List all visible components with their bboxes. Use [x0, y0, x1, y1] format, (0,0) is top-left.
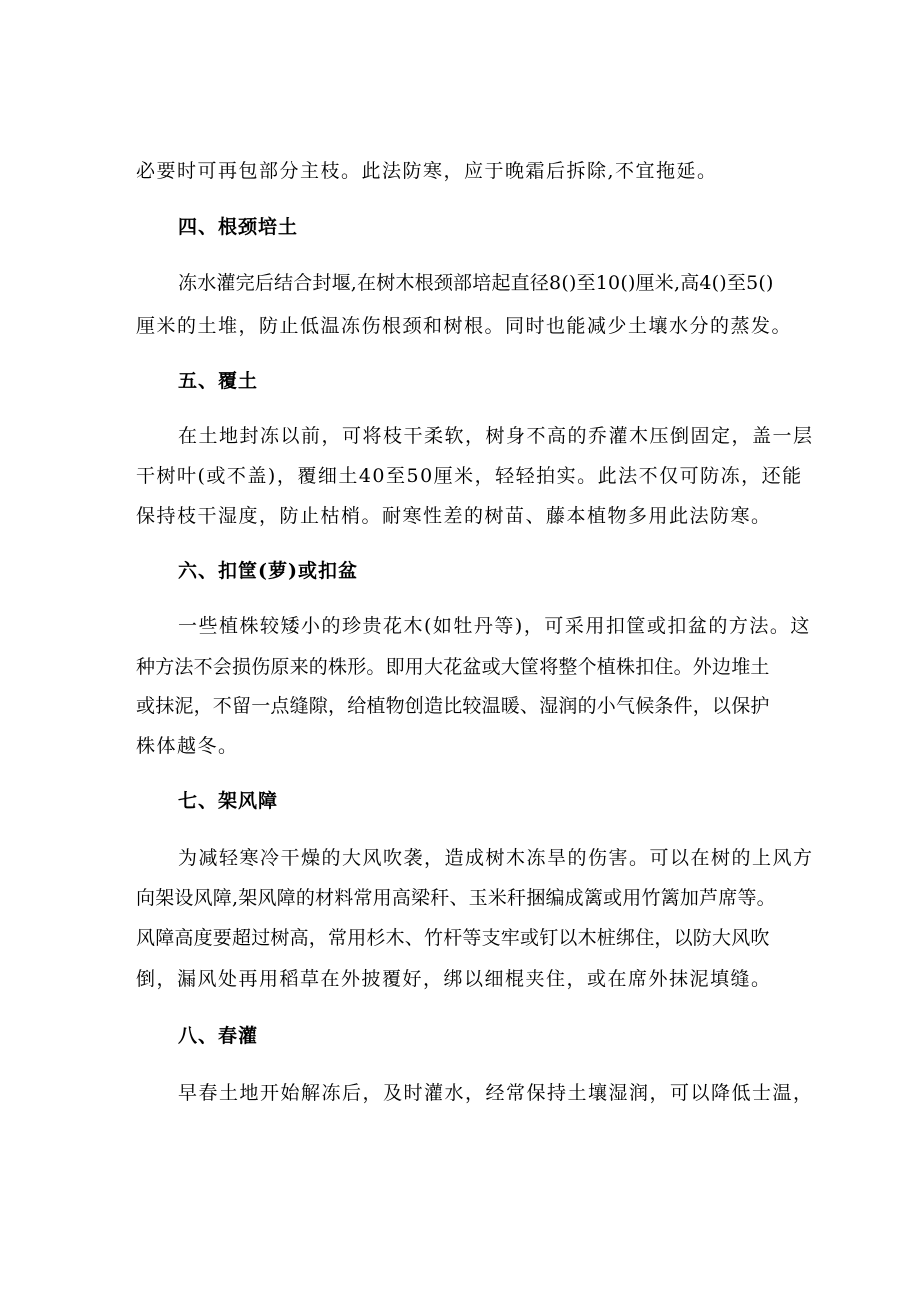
- paragraph-line: 厘米的土堆，防止低温冻伤根颈和树根。同时也能减少土壤水分的蒸发。: [136, 315, 793, 337]
- section-heading-7: 七、架风障: [178, 790, 279, 812]
- paragraph-line: 必要时可再包部分主枝。此法防寒，应于晚霜后拆除,不宜拖延。: [136, 160, 718, 182]
- paragraph-line: 向架设风障,架风障的材料常用高梁秆、玉米秆捆编成篱或用竹篱加芦席等。: [136, 887, 776, 909]
- section-heading-4: 四、根颈培土: [178, 216, 299, 238]
- paragraph-line: 在土地封冻以前，可将枝干柔软，树身不高的乔灌木压倒固定，盖一层: [178, 425, 814, 447]
- section-heading-6: 六、扣筐(萝)或扣盆: [178, 560, 358, 582]
- paragraph-line: 一些植株较矮小的珍贵花木(如牡丹等)，可采用扣筐或扣盆的方法。这: [178, 615, 811, 637]
- paragraph-line: 倒，漏风处再用稻草在外披覆好，绑以细棍夹住，或在席外抹泥填缝。: [136, 968, 772, 990]
- paragraph-line: 干树叶(或不盖)，覆细土40至50厘米，轻轻拍实。此法不仅可防冻，还能: [136, 465, 803, 487]
- section-heading-8: 八、春灌: [178, 1025, 259, 1047]
- paragraph-line: 保持枝干湿度，防止枯梢。耐寒性差的树苗、藤本植物多用此法防寒。: [136, 505, 772, 527]
- paragraph-line: 早春土地开始解冻后，及时灌水，经常保持土壤湿润，可以降低士温，: [178, 1082, 814, 1104]
- paragraph-line: 风障高度要超过树高，常用杉木、竹杆等支牢或钉以木桩绑住，以防大风吹: [136, 927, 770, 949]
- paragraph-line: 株体越冬。: [136, 735, 239, 757]
- paragraph-line: 或抹泥，不留一点缝隙，给植物创造比较温暖、湿润的小气候条件，以保护: [136, 695, 770, 717]
- paragraph-line: 种方法不会损伤原来的株形。即用大花盆或大筐将整个植株扣住。外边堆土: [136, 656, 770, 678]
- paragraph-line: 为减轻寒冷干燥的大风吹袭，造成树木冻旱的伤害。可以在树的上风方: [178, 847, 814, 869]
- paragraph-line: 冻水灌完后结合封堰,在树木根颈部培起直径8()至10()厘米,高4()至5(): [178, 272, 774, 294]
- section-heading-5: 五、覆土: [178, 370, 259, 392]
